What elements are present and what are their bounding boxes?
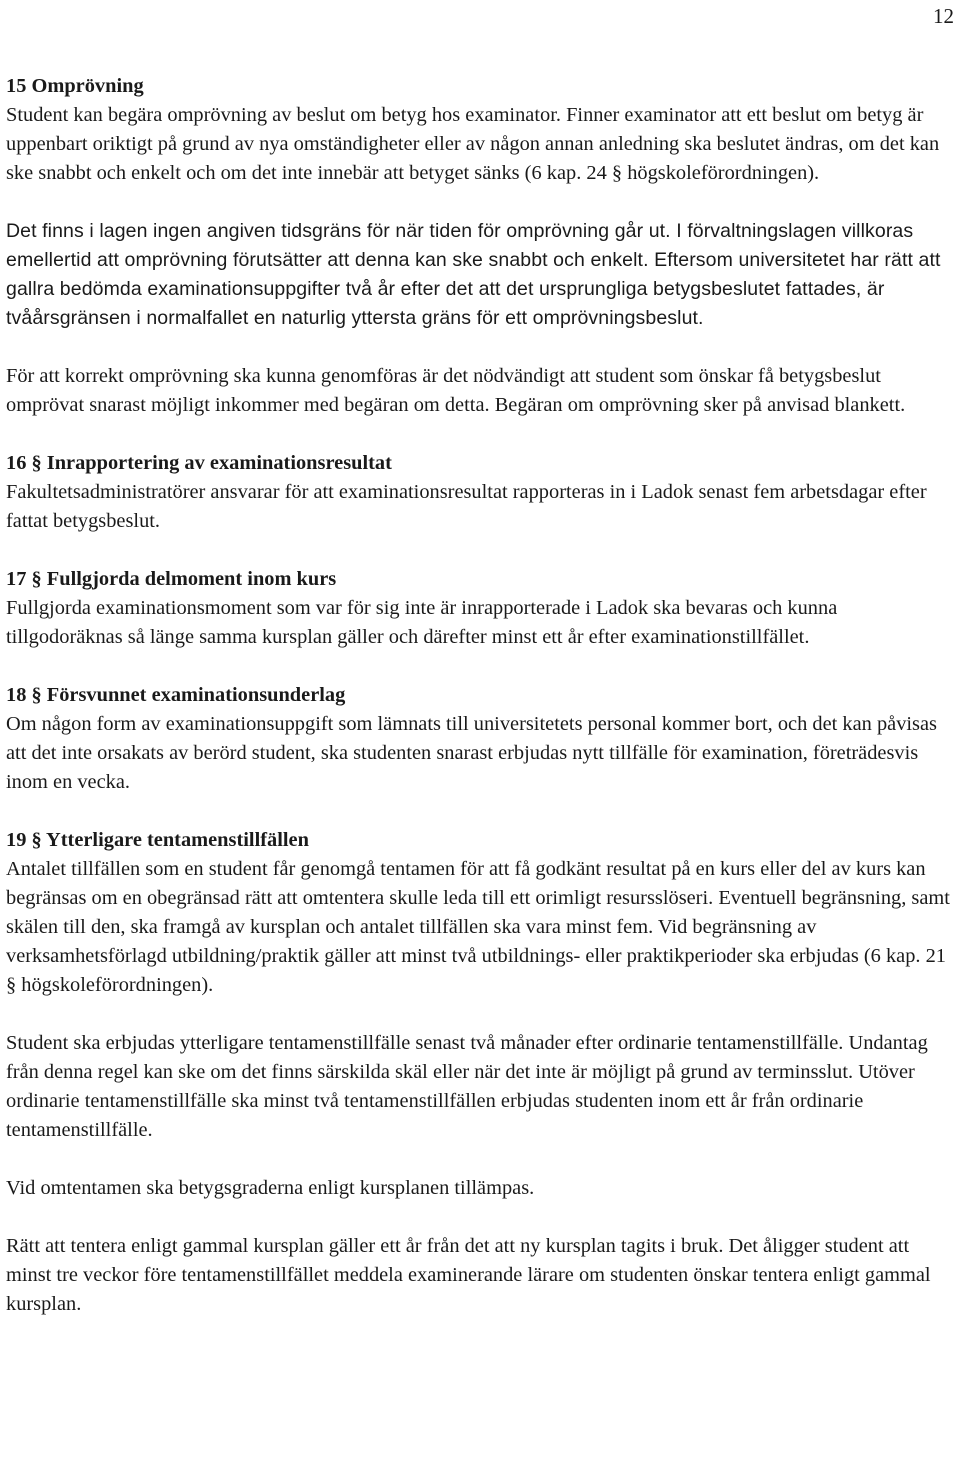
section-18 [6,681,954,797]
section-19-paragraph-1: Antalet tillfällen som en student får genomgå tentamen för att få godkänt resultat på en kurs eller del av kurs kan begränsas om en obegränsad rätt att omtentera skulle leda till ett orimligt resursslöseri. Eventuell begränsning, samt skälen till den, ska framgå av kursplan och antalet tillfällen ska vara minst fem. Vid begränsning av verksamhetsförlagd utbildning/praktik gäller att minst två utbildnings- eller praktikperioder ska erbjudas (6 kap. 21 § högskoleförordningen). [6,858,950,996]
section-19 [6,826,954,1319]
section-15-paragraph-1: Student kan begära omprövning av beslut om betyg hos examinator. Finner examinator att ett beslut om betyg är uppenbart oriktigt på grund av nya omständigheter eller av någon annan anledning ska beslutet ändras, om det kan ske snabbt och enkelt och om det inte innebär att betyget sänks (6 kap. 24 § högskoleförordningen). [6,104,940,184]
section-15-paragraph-3: För att korrekt omprövning ska kunna genomföras är det nödvändigt att student som önskar få betygsbeslut omprövat snarast möjligt inkommer med begäran om detta. Begäran om omprövning sker på anvisad blankett. [6,365,906,416]
section-17-paragraph-1: Fullgjorda examinationsmoment som var för sig inte är inrapporterade i Ladok ska bevaras och kunna tillgodoräknas så länge samma kursplan gäller och därefter minst ett år efter examinationstillfället. [6,597,838,648]
section-19-paragraph-3: Vid omtentamen ska betygsgraderna enligt kursplanen tillämpas. [6,1177,535,1199]
section-17-heading: 17 § Fullgjorda delmoment inom kurs [6,568,337,590]
section-16-heading: 16 § Inrapportering av examinationsresultat [6,452,392,474]
section-19-paragraph-4: Rätt att tentera enligt gammal kursplan gäller ett år från det att ny kursplan tagits i bruk. Det åligger student att minst tre veckor före tentamenstillfället meddela examinerande lärare om studenten önskar tentera enligt gammal kursplan. [6,1235,931,1315]
section-18-heading: 18 § Försvunnet examinationsunderlag [6,684,346,706]
section-19-paragraph-2: Student ska erbjudas ytterligare tentamenstillfälle senast två månader efter ordinarie tentamenstillfälle. Undantag från denna regel kan ske om det finns särskilda skäl eller när det inte är möjligt på grund av terminsslut. Utöver ordinarie tentamenstillfälle ska minst två tentamenstillfällen erbjudas studenten inom ett år från ordinarie tentamenstillfälle. [6,1032,928,1141]
section-16-paragraph-1: Fakultetsadministratörer ansvarar för att examinationsresultat rapporteras in i Ladok senast fem arbetsdagar efter fattat betygsbeslut. [6,481,927,532]
section-16 [6,449,954,536]
page-number: 12 [933,4,954,28]
section-15 [6,72,954,420]
section-15-heading: 15 Omprövning [6,75,144,97]
section-19-heading: 19 § Ytterligare tentamenstillfällen [6,829,309,851]
section-15-paragraph-2: Det finns i lagen ingen angiven tidsgräns för när tiden för omprövning går ut. I förvaltningslagen villkoras emellertid att omprövning förutsätter att denna kan ske snabbt och enkelt. Eftersom universitetet har rätt att gallra bedömda examinationsuppgifter två år efter det att det ursprungliga betygsbeslutet fattades, är tvåårsgränsen i normalfallet en naturlig yttersta gräns för ett omprövningsbeslut. [6,220,941,329]
section-17 [6,565,954,652]
section-18-paragraph-1: Om någon form av examinationsuppgift som lämnats till universitetets personal kommer bort, och det kan påvisas att det inte orsakats av berörd student, ska studenten snarast erbjudas nytt tillfälle för examination, företrädesvis inom en vecka. [6,713,937,793]
document-body [6,72,954,1319]
